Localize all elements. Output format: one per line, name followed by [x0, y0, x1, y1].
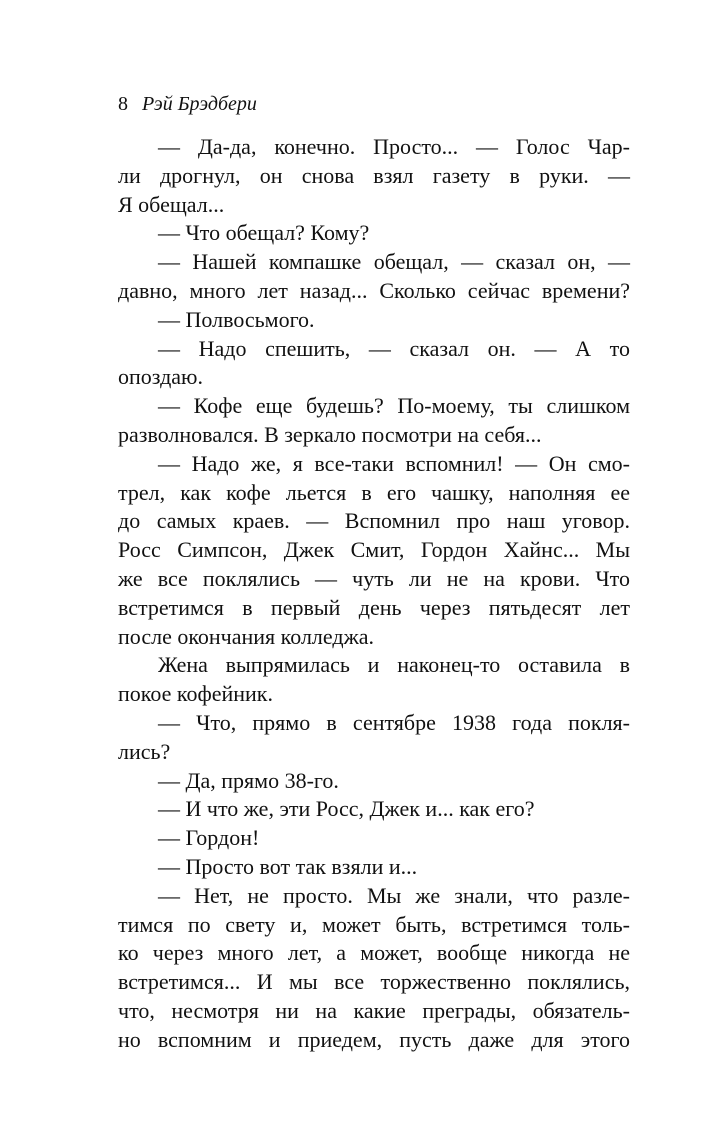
text-line: после окончания колледжа.	[118, 623, 375, 649]
text-line: лись?	[118, 738, 171, 764]
text-line: встретимся в первый день через пятьдесят лет	[118, 594, 630, 620]
text-line: опоздаю.	[118, 364, 203, 390]
text-line: ко через много лет, а может, вообще никогда не	[118, 940, 630, 966]
running-head	[118, 92, 257, 116]
body-text	[118, 133, 630, 1055]
text-line: Я обещал...	[118, 191, 225, 217]
text-line: — Что обещал? Кому?	[158, 220, 370, 246]
text-line: — Нашей компашке обещал, — сказал он, —	[158, 249, 630, 275]
text-line: — Полвосьмого.	[158, 306, 315, 332]
text-line: — Надо спешить, — сказал он. — А то	[158, 335, 630, 361]
text-line: — Кофе еще будешь? По-моему, ты слишком	[158, 393, 630, 419]
text-line: Росс Симпсон, Джек Смит, Гордон Хайнс... Мы	[118, 537, 630, 563]
text-line: — Гордон!	[158, 825, 260, 851]
text-line: — Да-да, конечно. Просто... — Голос Чар-	[158, 134, 630, 159]
text-line: покое кофейник.	[118, 681, 273, 707]
text-line: встретимся... И мы все торжественно поклялись,	[118, 969, 630, 995]
text-line: давно, много лет назад... Сколько сейчас времени?	[118, 277, 630, 303]
text-line: — Нет, не просто. Мы же знали, что разле-	[158, 882, 630, 908]
page-number: 8	[118, 93, 128, 115]
text-line: до самых краев. — Вспомнил про наш уговор.	[118, 508, 630, 534]
text-line: ли дрогнул, он снова взял газету в руки. —	[118, 162, 630, 188]
text-line: же все поклялись — чуть ли не на крови. Что	[118, 565, 630, 591]
text-line: — Надо же, я все-таки вспомнил! — Он смо-	[158, 450, 630, 476]
text-line: но вспомним и приедем, пусть даже для этого	[118, 1026, 630, 1052]
text-line: трел, как кофе льется в его чашку, наполняя ее	[118, 479, 630, 505]
text-line: — Да, прямо 38-го.	[158, 767, 339, 793]
text-line: Жена выпрямилась и наконец-то оставила в	[158, 652, 630, 678]
text-line: тимся по свету и, может быть, встретимся толь-	[118, 911, 630, 937]
text-line: что, несмотря ни на какие преграды, обязатель-	[118, 997, 630, 1023]
text-line: разволновался. В зеркало посмотри на себя...	[118, 421, 542, 447]
running-head-author: Рэй Брэдбери	[142, 93, 257, 115]
text-line: — Что, прямо в сентябре 1938 года покля-	[158, 709, 630, 735]
text-line: — Просто вот так взяли и...	[158, 853, 418, 879]
text-line: — И что же, эти Росс, Джек и... как его?	[158, 796, 535, 822]
